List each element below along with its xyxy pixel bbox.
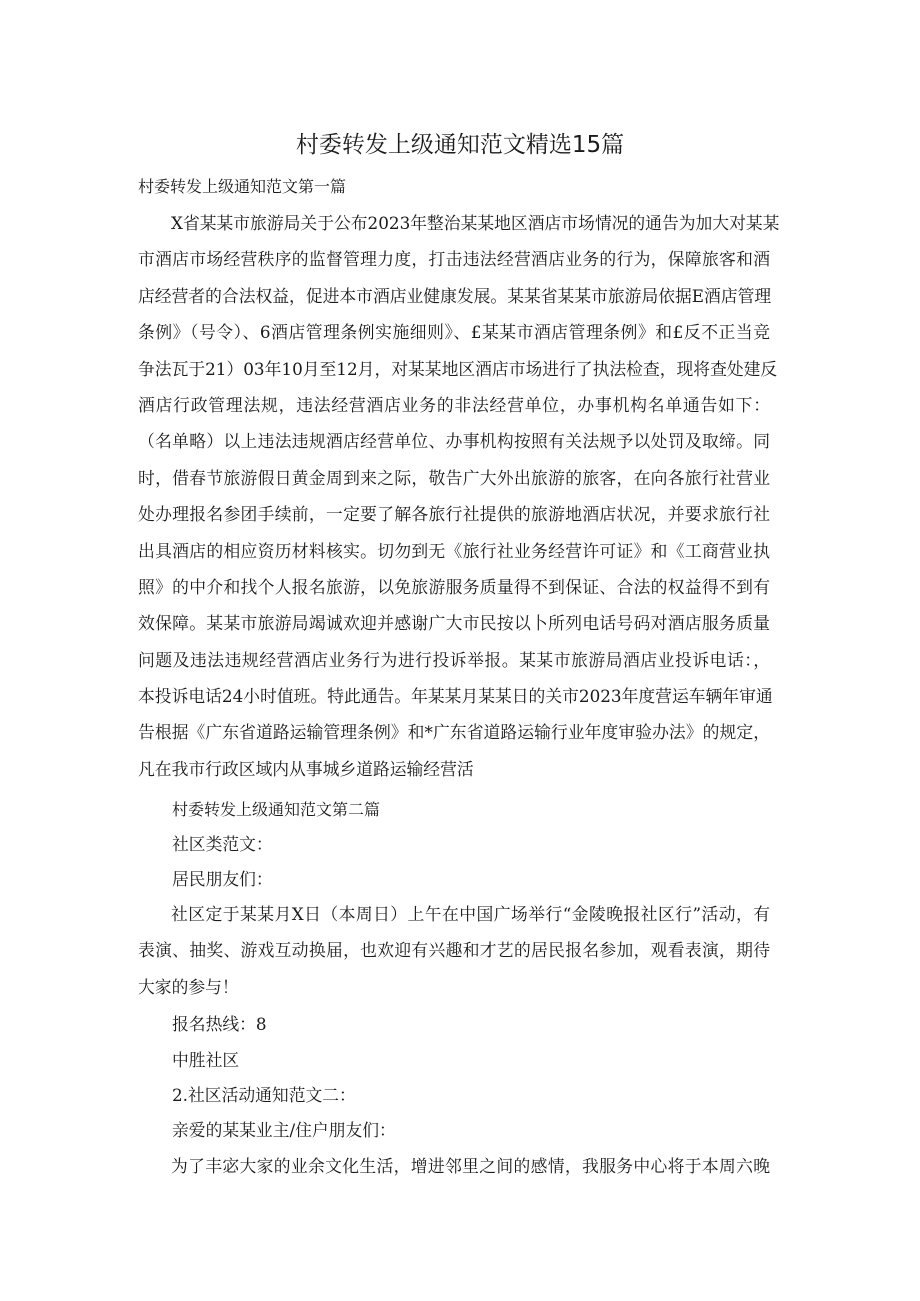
hotline-text: 报名热线：8 [172,1014,267,1034]
paragraph-line: X省某某市旅游局关于公布2023年整治某某地区酒店市场情况的通告为加大对某某 [171,213,780,233]
paragraph-line: 出具酒店的相应资历材料核实。切勿到无《旅行社业务经营许可证》和《工商营业执 [138,540,770,561]
paragraph-line: 表演、抽奖、游戏互动换届，也欢迎有兴趣和才艺的居民报名参加，观看表演，期待 [138,940,770,961]
section2-paragraph [138,896,770,1005]
document-title: 村委转发上级通知范文精选15篇 [295,132,625,158]
community-name: 中胜社区 [172,1050,240,1070]
paragraph-line: 处办理报名参团手续前，一定要了解各旅行社提供的旅游地酒店状况，并要求旅行社 [138,504,770,525]
paragraph-line: 社区定于某某月X日（本周日）上午在中国广场举行“金陵晚报社区行”活动，有 [171,904,770,924]
paragraph-line: 本投诉电话24小时值班。特此通告。年某某月某某日的关市2023年度营运车辆年审通 [138,686,773,707]
section1-paragraph [138,205,780,787]
paragraph-line: 条例》（号令）、6酒店管理条例实施细则》、£某某市酒店管理条例》和£反不正当竞 [138,322,770,343]
section2-heading: 村委转发上级通知范文第二篇 [172,800,381,819]
paragraph-line: 为了丰宓大家的业余文化生活，增进邻里之间的感情，我服务中心将于本周六晚 [171,1156,770,1176]
paragraph-line: 争法瓦于21）03年10月至12月，对某某地区酒店市场进行了执法检查，现将查处建反 [138,358,778,379]
paragraph-line: 凡在我市行政区域内从事城乡道路运输经营活 [138,758,474,779]
greeting-owners: 亲爱的某某业主/住户朋友们： [172,1120,396,1140]
community-label: 社区类范文： [172,834,273,854]
paragraph-line: 效保障。某某市旅游局竭诚欢迎并感谢广大市民按以卜所列电话号码对酒店服务质量 [138,613,770,634]
paragraph-line: （名单略）以上违法违规酒店经营单位、办事机构按照有关法规予以处罚及取缔。同 [138,431,770,452]
paragraph-line: 大家的参与！ [138,976,239,997]
paragraph-line: 时，借春节旅游假日黄金周到来之际，敬告广大外出旅游的旅客，在向各旅行社营业 [138,467,770,488]
section3-paragraph [138,1148,770,1184]
paragraph-line: 问题及违法违规经营酒店业务行为进行投诉举报。某某市旅游局酒店业投诉电话：， [138,649,770,670]
paragraph-line: 照》的中介和找个人报名旅游，以免旅游服务质量得不到保证、合法的权益得不到有 [138,576,770,597]
paragraph-line: 告根据《广东省道路运输管理条例》和*广东省道路运输行业年度审验办法》的规定， [138,722,770,743]
section1-heading: 村委转发上级通知范文第一篇 [138,177,347,196]
item2-heading: 2.社区活动通知范文二： [172,1085,356,1105]
greeting-residents: 居民朋友们： [172,869,273,889]
paragraph-line: 店经营者的合法权益，促进本市酒店业健康发展。某某省某某市旅游局依据E酒店管理 [138,285,772,306]
paragraph-line: 酒店行政管理法规，违法经营酒店业务的非法经营单位，办事机构名单通告如下： [138,394,770,415]
paragraph-line: 市酒店市场经营秩序的监督管理力度，打击违法经营酒店业务的行为，保障旅客和酒 [138,249,770,270]
